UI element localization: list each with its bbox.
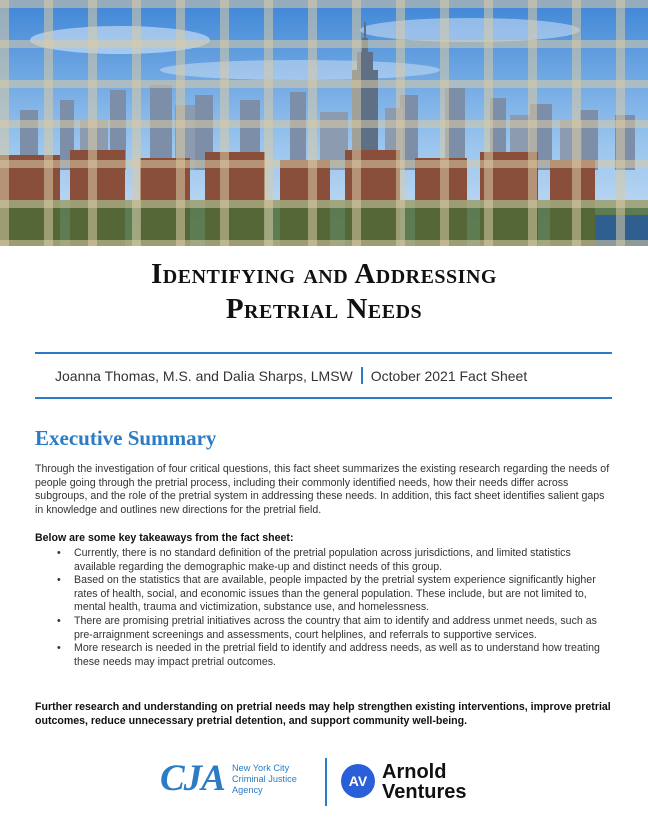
cja-logo: CJA bbox=[160, 758, 225, 799]
title-line-2: Pretrial Needs bbox=[225, 293, 423, 325]
list-item: • Currently, there is no standard definition of the pretrial population across jurisdictions, and limited statistics available regarding the demographic make-up and distinct needs of this group. bbox=[57, 547, 571, 573]
publication-date: October 2021 Fact Sheet bbox=[370, 368, 528, 384]
svg-text:AV: AV bbox=[348, 773, 368, 789]
takeaways-list bbox=[35, 547, 615, 669]
cover-photo-nyc-skyline-through-fence bbox=[0, 0, 648, 246]
list-item: • There are promising pretrial initiatives across the country that aim to identify and address unmet needs, such as pre-arraignment screenings and assessments, court helplines, and referrals to supportive services. bbox=[57, 614, 597, 641]
logo-divider bbox=[325, 758, 327, 806]
takeaways-lead: Below are some key takeaways from the fact sheet: bbox=[35, 532, 294, 544]
top-divider bbox=[35, 352, 612, 354]
authors: Joanna Thomas, M.S. and Dalia Sharps, LMSW bbox=[55, 368, 353, 384]
partner-logos bbox=[0, 753, 648, 813]
bullet-icon: • bbox=[57, 547, 61, 559]
arnold-ventures-icon bbox=[341, 764, 375, 798]
list-item: • Based on the statistics that are available, people impacted by the pretrial system experience significantly higher rates of health, social, and economic issues than the general population. These include, but are not limited to, mental health, trauma and victimization, substance use, and homelessness. bbox=[57, 574, 596, 614]
arnold-ventures-name: Arnold Ventures bbox=[382, 761, 467, 803]
bottom-divider bbox=[35, 397, 612, 399]
closing-statement: Further research and understanding on pretrial needs may help strengthen existing interventions, improve pretrial outcomes, reduce unnecessary pretrial detention, and support community well-being. bbox=[35, 701, 611, 727]
title-line-1: Identifying and Addressing bbox=[151, 258, 497, 290]
cja-name: New York City Criminal Justice Agency bbox=[232, 763, 297, 795]
summary-paragraph: Through the investigation of four critical questions, this fact sheet summarizes the existing research regarding the needs of people going through the pretrial process, including their commonly identified needs, how their needs differ across subgroups, and the role of the pretrial system in addressing these needs. In addition, this fact sheet identifies salient gaps in knowledge and outlines new directions for the pretrial field. bbox=[35, 463, 610, 516]
bullet-icon: • bbox=[57, 642, 61, 655]
section-heading: Executive Summary bbox=[35, 426, 217, 450]
bullet-icon: • bbox=[57, 574, 61, 587]
byline bbox=[55, 367, 527, 384]
bullet-icon: • bbox=[57, 614, 61, 627]
byline-separator bbox=[361, 367, 363, 384]
list-item: • More research is needed in the pretrial field to identify and address needs, as well as to understand how treating these needs may impact pretrial outcomes. bbox=[57, 642, 600, 668]
